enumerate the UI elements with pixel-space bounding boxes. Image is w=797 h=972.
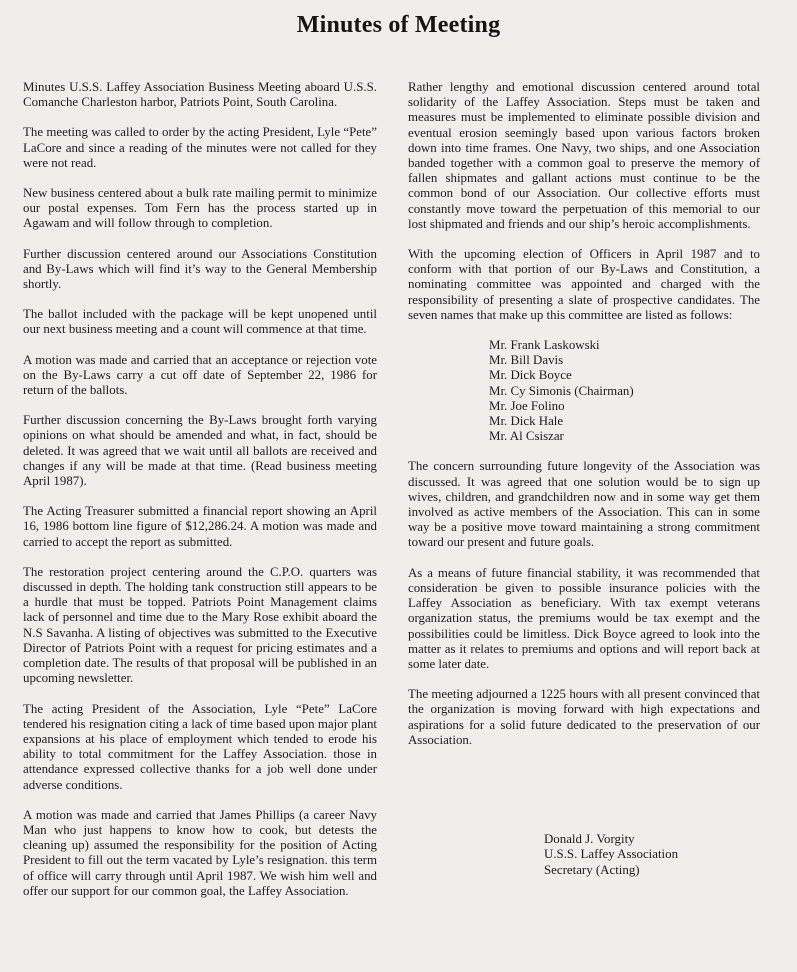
paragraph: A motion was made and carried that James Phillips (a career Navy Man who just happens to know how to cook, but detests the cleaning up) assumed the responsibility for the position of Acting President to fill out the term vacated by Lyle’s resignation. this term of office will carry through until April 1987. We wish him well and offer our support for our common goal, the Laffey Association. xyxy=(23,807,377,898)
committee-member: Mr. Al Csiszar xyxy=(489,429,564,444)
committee-member: Mr. Bill Davis xyxy=(489,353,564,368)
paragraph: The restoration project centering around the C.P.O. quarters was discussed in depth. The holding tank construction still appears to be a hurdle that must be topped. Patriots Point Management claims lack of personnel and time due to the Mary Rose exhibit aboard the N.S Savanha. A listing of objectives was submitted to the Executive Director of Patriots Point with a request for pricing estimates and a completion date. The results of that proposal will be published in an upcoming newsletter. xyxy=(23,564,377,686)
left-column xyxy=(23,80,377,914)
paragraph: The ballot included with the package will be kept unopened until our next business meeting and a count will commence at that time. xyxy=(23,307,377,337)
signature-role: Secretary (Acting) xyxy=(544,862,640,877)
paragraph: A motion was made and carried that an acceptance or rejection vote on the By-Laws carry a cut off date of September 22, 1986 for return of the ballots. xyxy=(23,352,377,398)
signature-organization: U.S.S. Laffey Association xyxy=(544,847,679,862)
paragraph: The Acting Treasurer submitted a financial report showing an April 16, 1986 bottom line figure of $12,286.24. A motion was made and carried to accept the report as submitted. xyxy=(23,504,377,549)
committee-member: Mr. Joe Folino xyxy=(489,398,565,413)
signature-name: Donald J. Vorgity xyxy=(544,832,635,846)
paragraph: With the upcoming election of Officers in April 1987 and to conform with that portion of our By-Laws and Constitution, a nominating committee was appointed and charged with the responsibility of presenting a slate of prospective candidates. The seven names that make up this committee are listed as follows: xyxy=(408,247,760,322)
paragraph: Rather lengthy and emotional discussion centered around total solidarity of the Laffey Association. Steps must be taken and measures must be implemented to eliminate possible division and eventual erosion seemingly based upon various factors broken down into time frames. One Navy, two ships, and one Association banded together with a common goal to preserve the memory of fallen shipmates and gallant actions must continue to be the common bond of our Association. Our collective efforts must constantly move toward the perpetuation of this memorial to our lost shipmated and friends and our ship’s heroic accomplishments. xyxy=(408,80,760,231)
paragraph: Further discussion centered around our Associations Constitution and By-Laws which will find it’s way to the General Membership shortly. xyxy=(23,246,377,292)
committee-list xyxy=(489,338,760,444)
paragraph: The acting President of the Association, Lyle “Pete” LaCore tendered his resignation citing a lack of time based upon major plant expansions at his place of employment which tended to erode his ability to total commitment for the Laffey Association. those in attendance expressed collective thanks for a job well done under adverse conditions. xyxy=(23,701,377,792)
committee-member: Mr. Cy Simonis (Chairman) xyxy=(489,383,634,398)
paragraph: Further discussion concerning the By-Laws brought forth varying opinions on what should be amended and what, in fact, should be deleted. It was agreed that we wait until all ballots are received and changes if any will be made at that time. (Read business meeting April 1987). xyxy=(23,413,377,489)
paragraph: The meeting was called to order by the acting President, Lyle “Pete” LaCore and since a reading of the minutes were not called for they were not read. xyxy=(23,125,377,170)
signature-block xyxy=(544,832,678,878)
paragraph: As a means of future financial stability, it was recommended that consideration be given to possible insurance policies with the Laffey Association as beneficiary. With tax exempt veterans organization status, the premiums would be tax exempt and the possibilities could be limitless. Dick Boyce agreed to look into the matter as it relates to premiums and options and will report back at some later date. xyxy=(408,565,760,671)
right-column xyxy=(408,80,760,763)
paragraph: New business centered about a bulk rate mailing permit to minimize our postal expenses. Tom Fern has the process started up in Agawam and will follow through to completion. xyxy=(23,186,377,231)
committee-member: Mr. Frank Laskowski xyxy=(489,338,600,353)
paragraph: Minutes U.S.S. Laffey Association Business Meeting aboard U.S.S. Comanche Charleston harbor, Patriots Point, South Carolina. xyxy=(23,80,377,110)
committee-member: Mr. Dick Hale xyxy=(489,414,564,429)
page-title: Minutes of Meeting xyxy=(296,12,501,38)
committee-member: Mr. Dick Boyce xyxy=(489,368,572,383)
paragraph: The concern surrounding future longevity of the Association was discussed. It was agreed that one solution would be to sign up wives, children, and grandchildren now and in some way get them involved as active members of the Association. This can in some way be a positive move toward maintaining a strong commitment toward our present and future goals. xyxy=(408,459,760,550)
paragraph: The meeting adjourned a 1225 hours with all present convinced that the organization is moving forward with high expectations and aspirations for a solid future dedicated to the preservation of our Association. xyxy=(408,687,760,747)
